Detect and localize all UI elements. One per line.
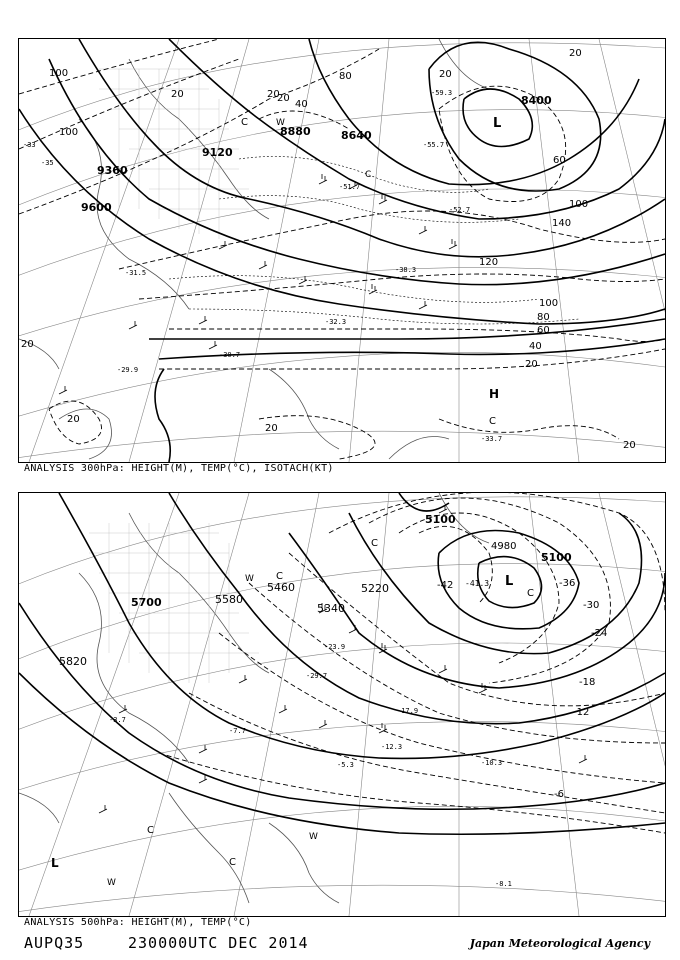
height-label: 8880	[280, 125, 311, 138]
isotach-label: 100	[569, 199, 589, 210]
thermal-mark: C	[241, 117, 248, 128]
temp-label: -33	[23, 141, 36, 149]
temp-label: -23.9	[324, 643, 346, 651]
isotach-label: 140	[552, 218, 572, 229]
thermal-mark: C	[489, 416, 496, 427]
low-pressure-center: L	[493, 116, 502, 131]
isotach-label: 20	[67, 414, 80, 425]
isotach-label: 20	[525, 359, 538, 370]
height-label: 4980	[491, 541, 517, 552]
height-label: 5340	[317, 602, 345, 615]
isotach-label: 40	[529, 341, 542, 352]
thermal-mark: W	[107, 878, 116, 888]
temp-label: -6	[554, 789, 564, 800]
isotach-label: 20	[265, 423, 278, 434]
temp-label: -29.9	[117, 366, 139, 374]
temp-label: -55.7	[423, 141, 445, 149]
low-pressure-center: L	[51, 856, 59, 870]
height-label: 8400	[521, 94, 552, 107]
temp-label: -3.7	[109, 716, 126, 724]
thermal-mark: C	[365, 170, 372, 180]
thermal-mark: C	[229, 857, 236, 868]
height-label: 5100	[541, 551, 572, 564]
temp-label: -30	[583, 600, 600, 611]
height-label: 5220	[361, 582, 389, 595]
temp-label: -17.9	[397, 707, 419, 715]
temp-label: -29.7	[306, 672, 328, 680]
height-contours	[19, 39, 665, 462]
temp-label: -30.7	[219, 351, 241, 359]
map-panel-500hpa	[18, 492, 666, 917]
thermal-mark: W	[245, 574, 254, 584]
isotach-label: 20	[623, 440, 636, 451]
panel-caption-500hpa: ANALYSIS 500hPa: HEIGHT(M), TEMP(°C)	[24, 917, 252, 928]
thermal-mark: C	[527, 588, 534, 599]
isotach-label: 60	[553, 155, 566, 166]
temp-label: -5.3	[337, 761, 354, 769]
isotach-label: 100	[49, 68, 69, 79]
isotach-label: 20	[267, 89, 280, 100]
temp-label: -38.3	[395, 266, 417, 274]
map-panel-300hpa	[18, 38, 666, 463]
temp-label: -32.3	[325, 318, 347, 326]
height-contours	[19, 493, 665, 834]
temp-label: -31.5	[125, 269, 147, 277]
coastlines	[19, 39, 489, 459]
wind-barbs	[59, 174, 457, 394]
coastlines	[19, 493, 489, 903]
thermal-mark: W	[309, 832, 318, 842]
height-label: 5700	[131, 596, 162, 609]
low-pressure-center: L	[505, 574, 514, 589]
temp-label: -24	[591, 628, 608, 639]
height-label: 9600	[81, 201, 112, 214]
temp-label: -35	[41, 159, 54, 167]
isotherm-lines	[159, 493, 665, 833]
height-label: 5580	[215, 593, 243, 606]
isotach-label: 20	[21, 339, 34, 350]
height-label: 5820	[59, 655, 87, 668]
agency-name: Japan Meteorological Agency	[469, 937, 650, 950]
valid-time: 230000UTC DEC 2014	[128, 934, 309, 952]
chart-code: AUPQ35	[24, 934, 85, 952]
temp-label: -12	[573, 707, 590, 718]
graticule	[19, 39, 665, 462]
isotach-label: 20	[569, 48, 582, 59]
temp-label: -18	[579, 677, 596, 688]
height-label: 5460	[267, 581, 295, 594]
panel-caption-300hpa: ANALYSIS 300hPa: HEIGHT(M), TEMP(°C), ISOTACH(KT)	[24, 463, 334, 474]
high-pressure-center: H	[489, 387, 500, 401]
height-label: 9120	[202, 146, 233, 159]
height-label: 8640	[341, 129, 372, 142]
thermal-mark: C	[276, 571, 283, 582]
temp-label: -52.7	[449, 206, 471, 214]
isotach-label: 100	[539, 298, 559, 309]
temp-label: -33.7	[481, 435, 503, 443]
temp-label: -42	[437, 580, 454, 591]
thermal-mark: W	[276, 118, 285, 128]
temp-label: -8.1	[495, 880, 512, 888]
isotach-label: 120	[479, 257, 499, 268]
isotach-label: 80	[537, 312, 550, 323]
temp-label: -41.3	[465, 579, 490, 588]
isotach-label: 40	[295, 99, 308, 110]
temp-label: -59.3	[431, 89, 453, 97]
chart-500hpa	[19, 493, 665, 916]
thermal-mark: C	[371, 538, 378, 549]
temp-label: -10.3	[481, 759, 503, 767]
isotach-label: 20	[171, 89, 184, 100]
temp-label: -12.3	[381, 743, 403, 751]
chart-300hpa	[19, 39, 665, 462]
temp-label: -51.7	[339, 183, 361, 191]
isotach-label: 100	[59, 127, 79, 138]
isotach-label: 60	[537, 325, 550, 336]
isotach-label: 20	[439, 69, 452, 80]
temp-label: -7.7	[229, 727, 246, 735]
isotach-label: 20	[277, 93, 290, 104]
thermal-mark: C	[147, 825, 154, 836]
height-label: 5100	[425, 513, 456, 526]
isotach-lines	[19, 39, 665, 459]
temp-label: -36	[559, 578, 576, 589]
height-label: 9360	[97, 164, 128, 177]
isotach-label: 80	[339, 71, 352, 82]
